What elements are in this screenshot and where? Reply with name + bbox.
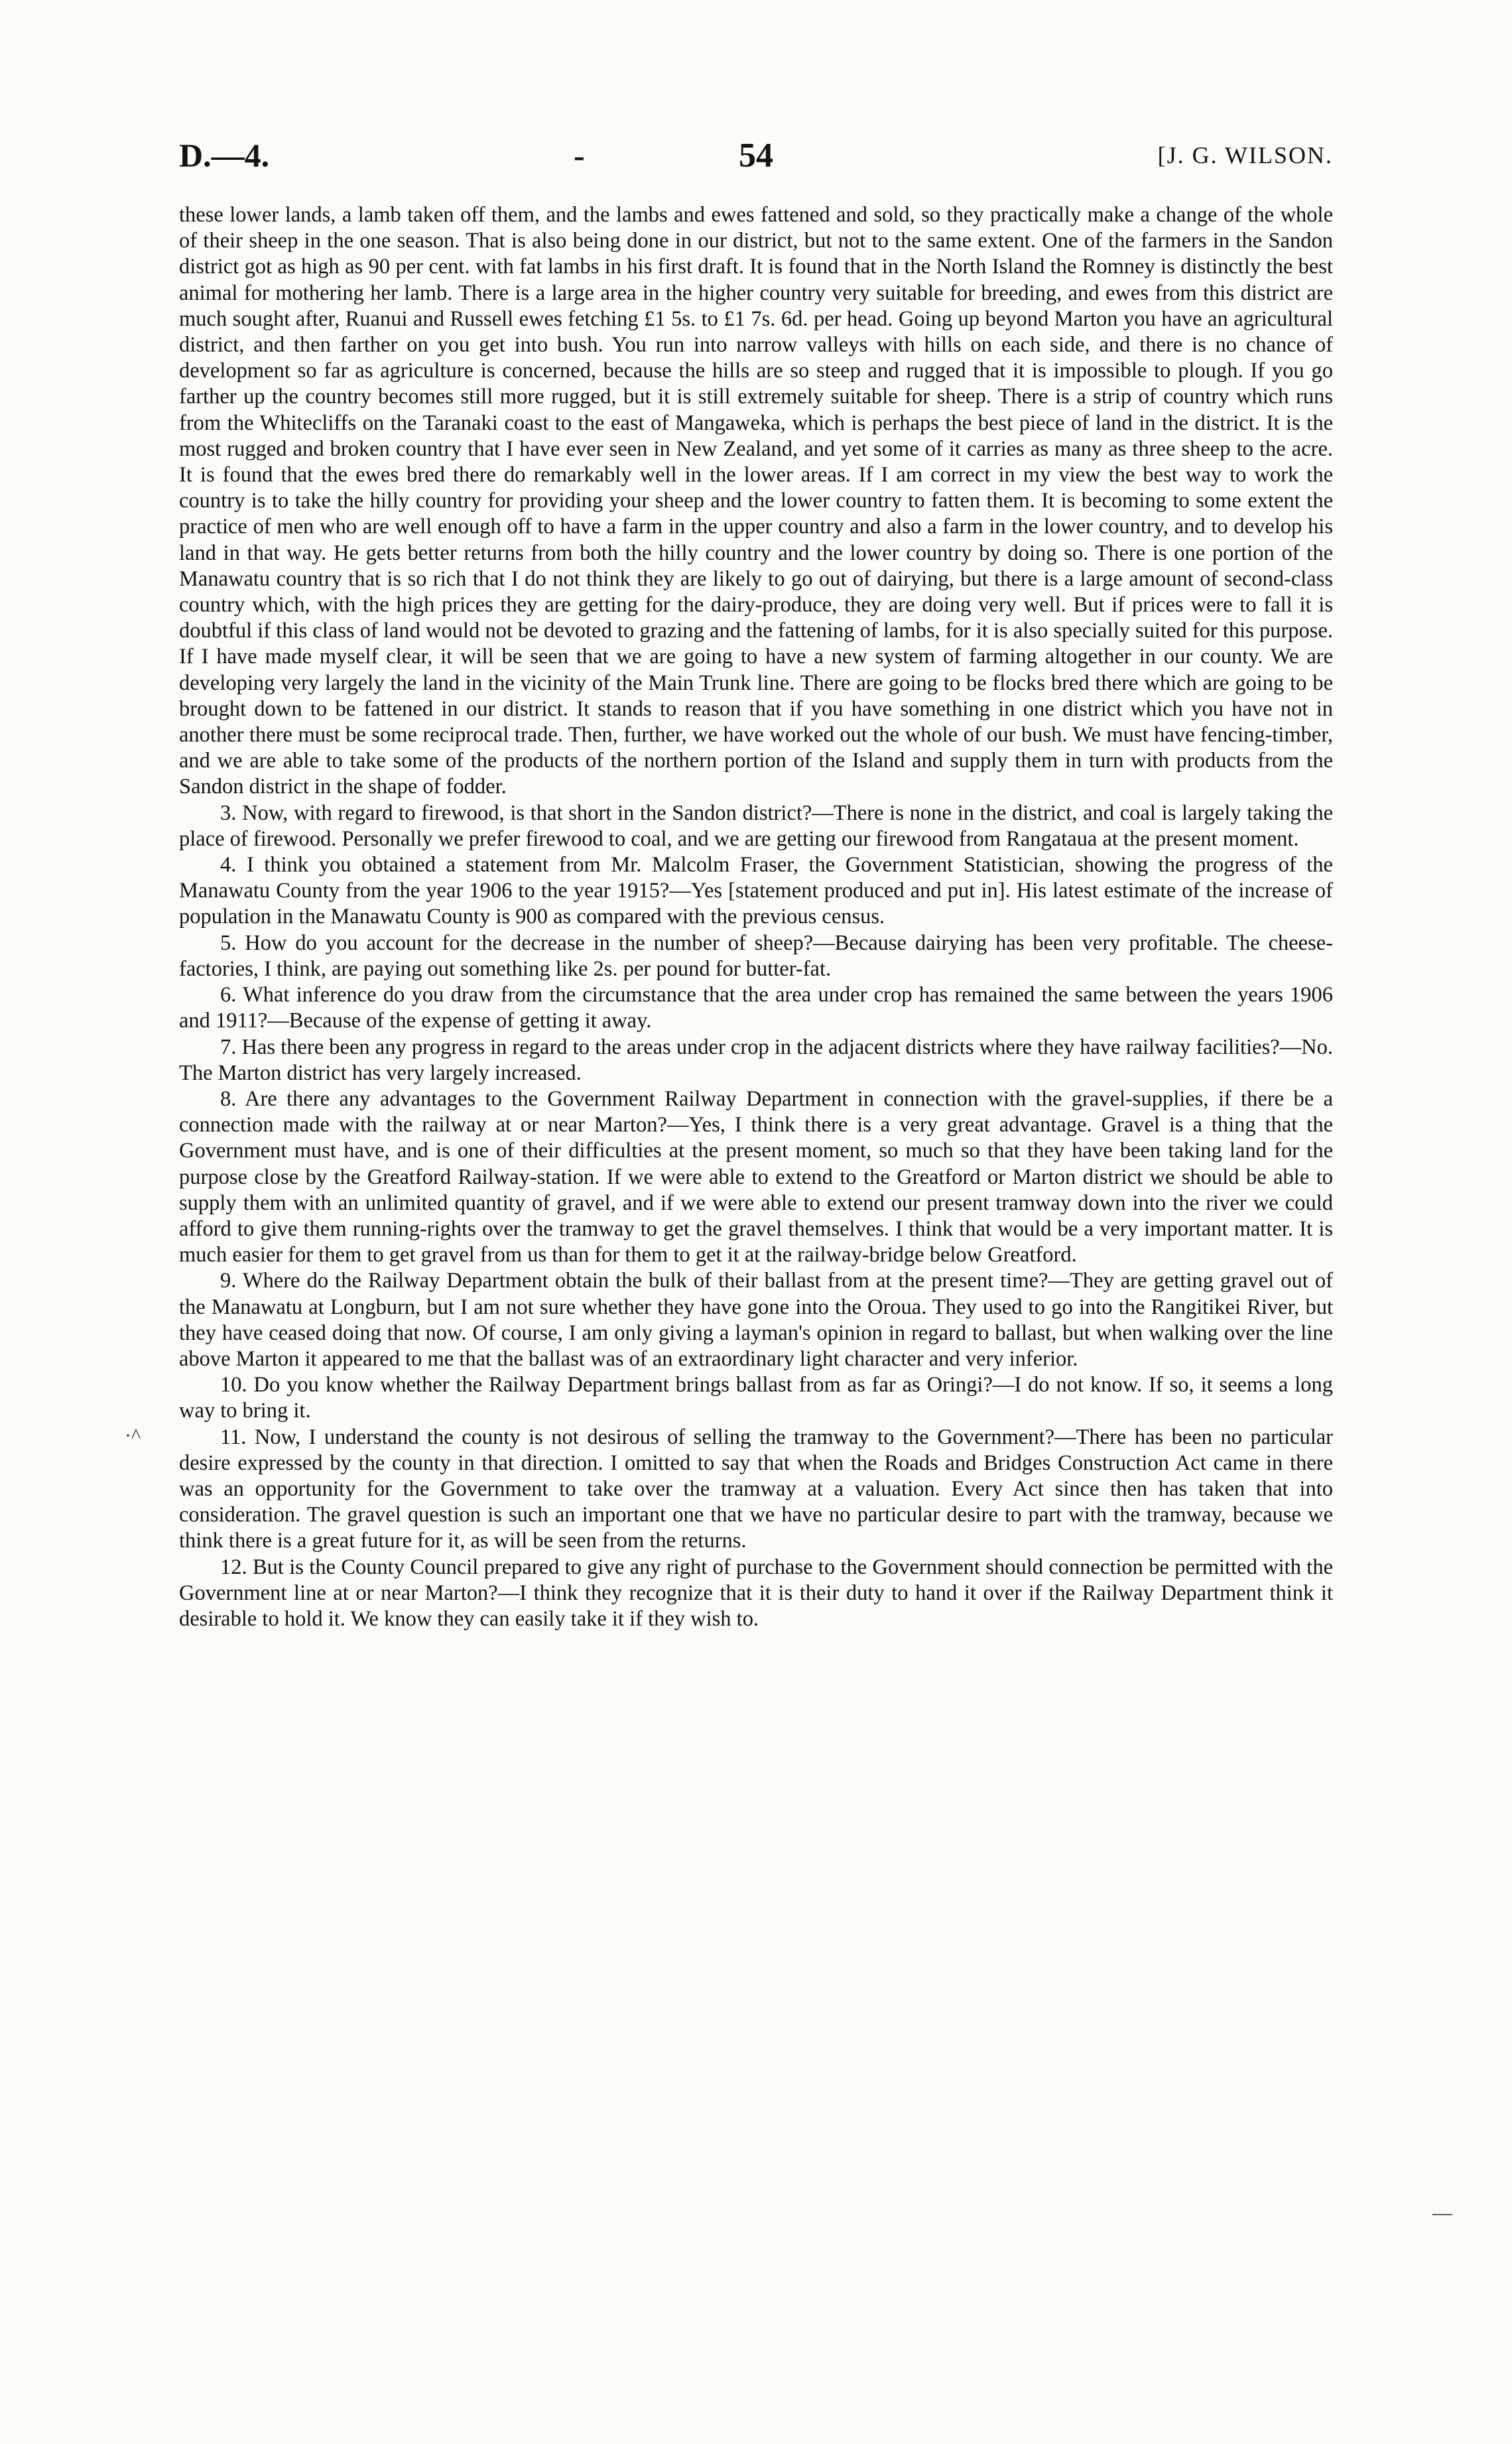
question-11: 11. Now, I understand the county is not desirous of selling the tramway to the Government?—There has been no particular desire expressed by the county in that direction. I omitted to say that when the Roads and Bridges Construction Act came in there was an opportunity for the Government to take over the tramway at a valuation. Every Act since then has taken that into consideration. The gravel question is such an important one that we have no particular desire to part with the tramway, because we think there is a great future for it, as will be seen from the returns. <box>179 1425 1333 1553</box>
question-9: 9. Where do the Railway Department obtain the bulk of their ballast from at the present time?—They are getting gravel out of the Manawatu at Longburn, but I am not sure whether they have gone into the Oroua. They used to go into the Rangitikei River, but they have ceased doing that now. Of course, I am only giving a layman's opinion in regard to ballast, but when walking over the line above Marton it appeared to me that the ballast was of an extraordinary light character and very inferior. <box>179 1269 1333 1371</box>
witness-name: [J. G. WILSON. <box>1157 142 1333 168</box>
paragraph-continuation: these lower lands, a lamb taken off them, and the lambs and ewes fattened and sold, so they practically make a change of the whole of their sheep in the one season. That is also being done in our district, but not to the same extent. One of the farmers in the Sandon district got as high as 90 per cent. with fat lambs in his first draft. It is found that in the North Island the Romney is distinctly the best animal for mothering her lamb. There is a large area in the higher country very suitable for breeding, and ewes from this district are much sought after, Ruanui and Russell ewes fetching £1 5s. to £1 7s. 6d. per head. Going up beyond Marton you have an agricultural district, and then farther on you get into bush. You run into narrow valleys with hills on each side, and there is no chance of development so far as agriculture is concerned, because the hills are so steep and rugged that it is impossible to plough. If you go farther up the country becomes still more rugged, but it is still extremely suitable for sheep. There is a strip of country which runs from the Whitecliffs on the Taranaki coast to the east of Mangaweka, which is perhaps the best piece of land in the district. It is the most rugged and broken country that I have ever seen in New Zealand, and yet some of it carries as many as three sheep to the acre. It is found that the ewes bred there do remarkably well in the lower areas. If I am correct in my view the best way to work the country is to take the hilly country for providing your sheep and the lower country to fatten them. It is becoming to some extent the practice of men who are well enough off to have a farm in the upper country and also a farm in the lower country, and to develop his land in that way. He gets better returns from both the hilly country and the lower country by doing so. There is one portion of the Manawatu country that is so rich that I do not think they are likely to go out of dairying, but there is a large amount of second-class country which, with the high prices they are getting for the dairy-produce, they are doing very well. But if prices were to fall it is doubtful if this class of land would not be devoted to grazing and the fattening of lambs, for it is also specially suited for this purpose. If I have made myself clear, it will be seen that we are going to have a new system of farming altogether in our county. We are developing very largely the land in the vicinity of the Main Trunk line. There are going to be flocks bred there which are going to be brought down to be fattened in our district. It stands to reason that if you have something in one district which you have not in another there must be some reciprocal trade. Then, further, we have worked out the whole of our bush. We must have fencing-timber, and we are able to take some of the products of the northern portion of the Island and supply them in turn with products from the Sandon district in the shape of fodder. <box>179 203 1333 799</box>
question-3: 3. Now, with regard to firewood, is that short in the Sandon district?—There is none in the district, and coal is largely taking the place of firewood. Personally we prefer firewood to coal, and we are getting our firewood from Rangataua at the present moment. <box>179 801 1333 851</box>
question-8: 8. Are there any advantages to the Government Railway Department in connection with the gravel-supplies, if there be a connection made with the railway at or near Marton?—Yes, I think there is a very great advantage. Gravel is a thing that the Government must have, and is one of their difficulties at the present moment, so much so that they have been taking land for the purpose close by the Greatford Railway-station. If we were able to extend to the Greatford or Marton district we should be able to supply them with an unlimited quantity of gravel, and if we were able to extend our present tramway down into the river we could afford to give them running-rights over the tramway to get the gravel themselves. I think that would be a very important matter. It is much easier for them to get gravel from us than for them to get it at the railway-bridge below Greatford. <box>179 1086 1333 1267</box>
question-10: 10. Do you know whether the Railway Department brings ballast from as far as Oringi?—I do not know. If so, it seems a long way to bring it. <box>179 1373 1333 1423</box>
page-number: 54 <box>739 137 773 174</box>
page-header <box>179 136 1333 182</box>
question-5: 5. How do you account for the decrease in the number of sheep?—Because dairying has been very profitable. The cheese-factories, I think, are paying out something like 2s. per pound for butter-fat. <box>179 931 1333 981</box>
document-code: D.—4. <box>179 137 270 174</box>
margin-mark-left: ·^ <box>125 1425 141 1447</box>
question-6: 6. What inference do you draw from the circumstance that the area under crop has remained the same between the years 1906 and 1911?—Because of the expense of getting it away. <box>179 983 1333 1033</box>
margin-mark-right: — <box>1432 2202 1452 2224</box>
body-text <box>179 202 1333 1632</box>
header-dash: - <box>574 137 585 174</box>
question-12: 12. But is the County Council prepared to give any right of purchase to the Government should connection be permitted with the Government line at or near Marton?—I think they recognize that it is their duty to hand it over if the Railway Department think it desirable to hold it. We know they can easily take it if they wish to. <box>179 1555 1333 1631</box>
question-4: 4. I think you obtained a statement from Mr. Malcolm Fraser, the Government Statistician, showing the progress of the Manawatu County from the year 1906 to the year 1915?—Yes [statement produced and put in]. His latest estimate of the increase of population in the Manawatu County is 900 as compared with the previous census. <box>179 853 1333 929</box>
question-7: 7. Has there been any progress in regard to the areas under crop in the adjacent districts where they have railway facilities?—No. The Marton district has very largely increased. <box>179 1035 1333 1085</box>
